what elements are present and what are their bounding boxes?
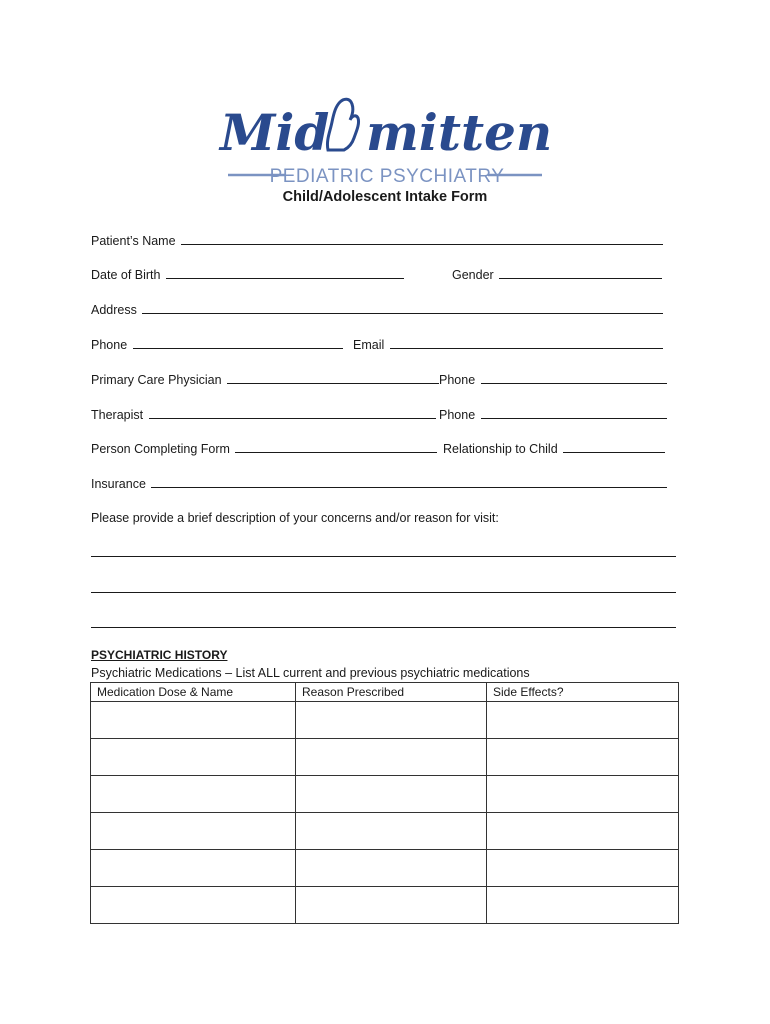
patient-name-label: Patient’s Name — [91, 234, 176, 248]
table-row — [91, 813, 679, 850]
address-row — [91, 302, 663, 317]
dob-field[interactable] — [166, 267, 404, 279]
psychiatric-history-heading: PSYCHIATRIC HISTORY — [91, 648, 228, 662]
email-row — [353, 337, 663, 352]
side-effects-cell[interactable] — [487, 702, 679, 739]
logo-subtitle: PEDIATRIC PSYCHIATRY — [269, 166, 505, 187]
logo-script-right: mitten — [366, 103, 553, 162]
therapist-phone-field[interactable] — [481, 407, 667, 419]
insurance-field[interactable] — [151, 476, 667, 488]
person-completing-row — [91, 441, 437, 456]
concerns-line-1[interactable] — [91, 556, 676, 557]
medication-cell[interactable] — [91, 739, 296, 776]
medication-cell[interactable] — [91, 813, 296, 850]
side-effects-cell[interactable] — [487, 776, 679, 813]
table-row — [91, 776, 679, 813]
patient-name-row — [91, 233, 663, 248]
medication-cell[interactable] — [91, 702, 296, 739]
reason-cell[interactable] — [296, 702, 487, 739]
reason-cell[interactable] — [296, 739, 487, 776]
medication-cell[interactable] — [91, 850, 296, 887]
mid-mitten-logo — [218, 92, 553, 187]
therapist-field[interactable] — [149, 407, 436, 419]
side-effects-cell[interactable] — [487, 887, 679, 924]
insurance-label: Insurance — [91, 477, 146, 491]
logo-graphic — [218, 92, 553, 187]
person-completing-label: Person Completing Form — [91, 442, 230, 456]
gender-label: Gender — [452, 268, 494, 282]
email-field[interactable] — [390, 337, 663, 349]
reason-cell[interactable] — [296, 813, 487, 850]
mitten-icon — [327, 99, 358, 150]
concerns-line-2[interactable] — [91, 592, 676, 593]
medication-cell[interactable] — [91, 887, 296, 924]
dob-label: Date of Birth — [91, 268, 161, 282]
side-effects-cell[interactable] — [487, 850, 679, 887]
table-row — [91, 739, 679, 776]
medications-header-row — [91, 683, 679, 702]
logo-script-left: Mid — [220, 103, 330, 162]
pcp-label: Primary Care Physician — [91, 373, 222, 387]
patient-name-field[interactable] — [181, 233, 663, 245]
phone-field[interactable] — [133, 337, 343, 349]
reason-cell[interactable] — [296, 887, 487, 924]
address-field[interactable] — [142, 302, 663, 314]
pcp-phone-row — [439, 372, 667, 387]
relationship-row — [443, 441, 665, 456]
pcp-phone-field[interactable] — [481, 372, 667, 384]
reason-cell[interactable] — [296, 850, 487, 887]
pcp-row — [91, 372, 439, 387]
medications-table — [90, 682, 679, 924]
relationship-label: Relationship to Child — [443, 442, 558, 456]
table-row — [91, 887, 679, 924]
pcp-phone-label: Phone — [439, 373, 476, 387]
table-row — [91, 702, 679, 739]
relationship-field[interactable] — [563, 441, 665, 453]
concerns-line-3[interactable] — [91, 627, 676, 628]
psychiatric-history-subheading: Psychiatric Medications – List ALL current and previous psychiatric medications — [91, 666, 530, 680]
side-effects-cell[interactable] — [487, 739, 679, 776]
medication-cell[interactable] — [91, 776, 296, 813]
table-row — [91, 850, 679, 887]
col-medication-dose-name: Medication Dose & Name — [91, 683, 296, 702]
dob-row — [91, 267, 404, 282]
therapist-phone-label: Phone — [439, 408, 476, 422]
side-effects-cell[interactable] — [487, 813, 679, 850]
col-side-effects: Side Effects? — [487, 683, 679, 702]
gender-row — [452, 267, 662, 282]
concerns-prompt: Please provide a brief description of your concerns and/or reason for visit: — [91, 511, 499, 525]
address-label: Address — [91, 303, 137, 317]
form-title: Child/Adolescent Intake Form — [282, 189, 488, 205]
therapist-label: Therapist — [91, 408, 144, 422]
col-reason-prescribed: Reason Prescribed — [296, 683, 487, 702]
therapist-phone-row — [439, 407, 667, 422]
insurance-row — [91, 476, 667, 491]
email-label: Email — [353, 338, 385, 352]
phone-row — [91, 337, 343, 352]
person-completing-field[interactable] — [235, 441, 437, 453]
gender-field[interactable] — [499, 267, 662, 279]
therapist-row — [91, 407, 436, 422]
phone-label: Phone — [91, 338, 128, 352]
reason-cell[interactable] — [296, 776, 487, 813]
pcp-field[interactable] — [227, 372, 439, 384]
